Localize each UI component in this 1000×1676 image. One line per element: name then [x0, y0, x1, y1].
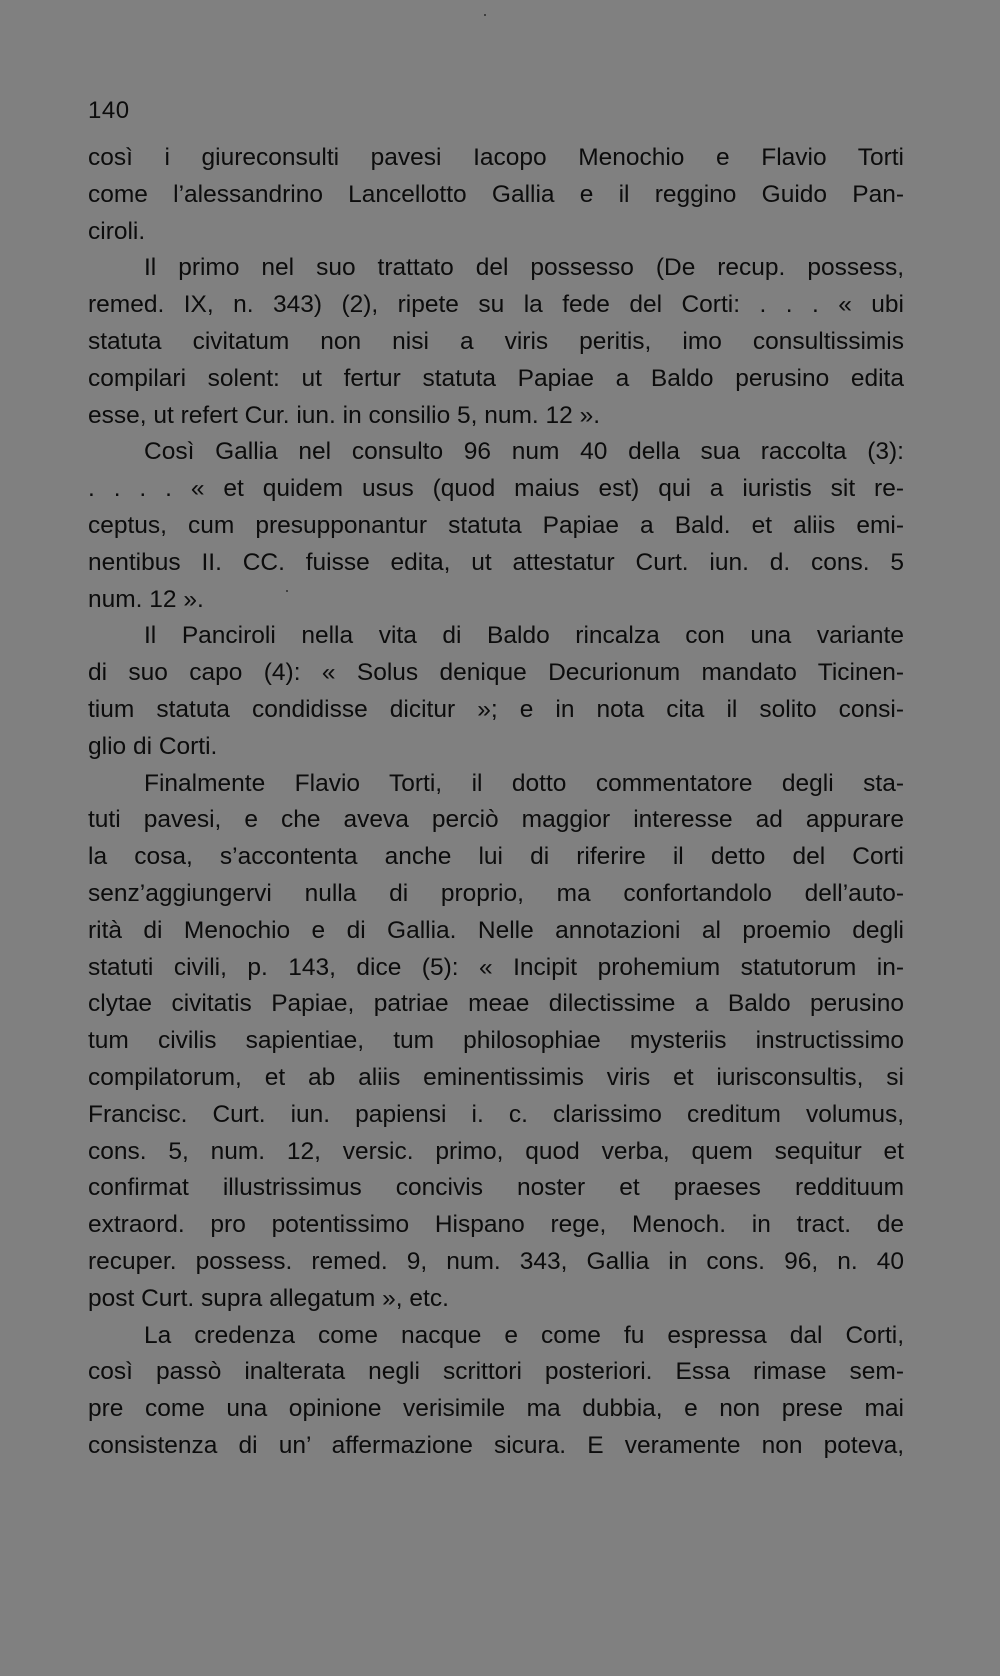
text-line: Francisc. Curt. iun. papiensi i. c. clarissimo creditum volumus,	[88, 1100, 904, 1128]
text-line: come l’alessandrino Lancellotto Gallia e il reggino Guido Pan-	[88, 180, 904, 208]
text-line: remed. IX, n. 343) (2), ripete su la fede del Corti: . . . « ubi	[88, 291, 904, 319]
text-line: così i giureconsulti pavesi Iacopo Menochio e Flavio Torti	[88, 144, 904, 171]
scan-speck	[286, 590, 288, 592]
text-line: num. 12 ».	[88, 585, 204, 613]
text-line: Il primo nel suo trattato del possesso (De recup. possess,	[144, 254, 904, 282]
text-line: esse, ut refert Cur. iun. in consilio 5, num. 12 ».	[88, 401, 601, 429]
text-line: tuti pavesi, e che aveva perciò maggior interesse ad appurare	[88, 806, 904, 834]
text-line: La credenza come nacque e come fu espressa dal Corti,	[144, 1321, 904, 1349]
text-line: pre come una opinione verisimile ma dubbia, e non prese mai	[88, 1395, 904, 1423]
text-line: nentibus II. CC. fuisse edita, ut attestatur Curt. iun. d. cons. 5	[88, 548, 904, 576]
text-line: glio di Corti.	[88, 732, 218, 760]
text-line: compilatorum, et ab aliis eminentissimis viris et iurisconsultis, si	[88, 1063, 904, 1091]
text-line: ciroli.	[88, 217, 146, 245]
text-line: post Curt. supra allegatum », etc.	[88, 1284, 449, 1312]
text-line: compilari solent: ut fertur statuta Papiae a Baldo perusino edita	[88, 364, 904, 392]
text-line: cons. 5, num. 12, versic. primo, quod verba, quem sequitur et	[88, 1137, 904, 1165]
text-line: la cosa, s’accontenta anche lui di riferire il detto del Corti	[88, 843, 904, 871]
text-line: statuti civili, p. 143, dice (5): « Incipit prohemium statutorum in-	[88, 953, 904, 981]
text-line: confirmat illustrissimus concivis noster et praeses reddituum	[88, 1174, 904, 1202]
text-line: . . . . « et quidem usus (quod maius est) qui a iuristis sit re-	[88, 475, 904, 503]
text-line: rità di Menochio e di Gallia. Nelle annotazioni al proemio degli	[88, 916, 904, 944]
body-text	[88, 140, 904, 1465]
text-line: Così Gallia nel consulto 96 num 40 della sua raccolta (3):	[144, 438, 904, 466]
text-line: di suo capo (4): « Solus denique Decurionum mandato Ticinen-	[88, 659, 904, 687]
text-line: consistenza di un’ affermazione sicura. E veramente non poteva,	[88, 1431, 904, 1459]
text-line: recuper. possess. remed. 9, num. 343, Gallia in cons. 96, n. 40	[88, 1247, 904, 1275]
text-line: così passò inalterata negli scrittori posteriori. Essa rimase sem-	[88, 1358, 904, 1386]
text-line: senz’aggiungervi nulla di proprio, ma confortandolo dell’auto-	[88, 879, 904, 907]
text-line: tium statuta condidisse dicitur »; e in nota cita il solito consi-	[88, 695, 904, 723]
page-number: 140	[88, 97, 130, 124]
text-line: extraord. pro potentissimo Hispano rege, Menoch. in tract. de	[88, 1211, 904, 1239]
text-line: Finalmente Flavio Torti, il dotto commentatore degli sta-	[144, 769, 904, 797]
text-line: statuta civitatum non nisi a viris peritis, imo consultissimis	[88, 327, 904, 355]
text-line: tum civilis sapientiae, tum philosophiae mysteriis instructissimo	[88, 1027, 904, 1055]
scan-speck	[484, 14, 486, 16]
text-line: Il Panciroli nella vita di Baldo rincalza con una variante	[144, 622, 904, 650]
text-line: ceptus, cum presupponantur statuta Papiae a Bald. et aliis emi-	[88, 511, 904, 539]
text-line: clytae civitatis Papiae, patriae meae dilectissime a Baldo perusino	[88, 990, 904, 1018]
